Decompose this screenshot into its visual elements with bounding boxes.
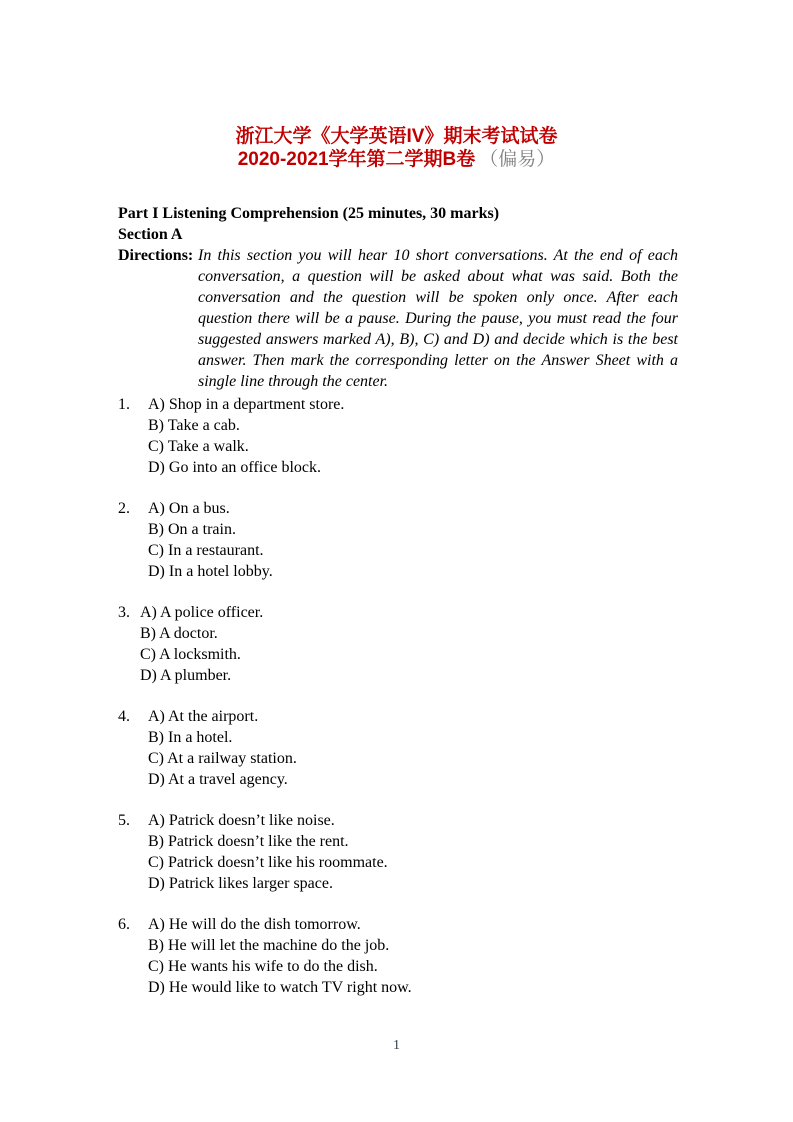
option-c: C) A locksmith. — [140, 646, 241, 663]
option-b: B) A doctor. — [140, 625, 218, 642]
option-c: C) In a restaurant. — [148, 542, 264, 559]
question-options — [148, 394, 678, 478]
question-number: 5. — [118, 812, 130, 829]
option-c: C) At a railway station. — [148, 750, 297, 767]
part1-heading: Part I Listening Comprehension (25 minutes, 30 marks) — [118, 205, 500, 222]
question-number: 2. — [118, 500, 130, 517]
option-c: C) Patrick doesn’t like his roommate. — [148, 854, 388, 871]
question-options — [140, 602, 678, 686]
question-number: 3. — [118, 604, 130, 621]
exam-term-label: 2020-2021学年第二学期B卷 — [237, 149, 476, 170]
option-d: D) Go into an office block. — [148, 459, 321, 476]
option-a: A) At the airport. — [148, 708, 259, 725]
option-a: A) Shop in a department store. — [148, 396, 345, 413]
question-1 — [118, 394, 678, 478]
question-options — [148, 498, 678, 582]
option-d: D) He would like to watch TV right now. — [148, 979, 412, 996]
option-a: A) Patrick doesn’t like noise. — [148, 812, 335, 829]
option-c: C) He wants his wife to do the dish. — [148, 958, 378, 975]
question-5 — [118, 810, 678, 894]
exam-title-line2 — [0, 149, 793, 171]
question-list — [118, 394, 678, 998]
option-b: B) Patrick doesn’t like the rent. — [148, 833, 349, 850]
difficulty-note: （偏易） — [479, 149, 556, 170]
question-number: 6. — [118, 916, 130, 933]
question-options — [148, 914, 678, 998]
question-number: 4. — [118, 708, 130, 725]
option-b: B) Take a cab. — [148, 417, 240, 434]
option-b: B) In a hotel. — [148, 729, 233, 746]
question-number: 1. — [118, 396, 130, 413]
question-6 — [118, 914, 678, 998]
question-3 — [118, 602, 678, 686]
section-a-heading: Section A — [118, 226, 183, 243]
question-4 — [118, 706, 678, 790]
exam-title-block — [0, 126, 793, 171]
option-d: D) A plumber. — [140, 667, 232, 684]
option-c: C) Take a walk. — [148, 438, 249, 455]
option-d: D) Patrick likes larger space. — [148, 875, 333, 892]
question-options — [148, 810, 678, 894]
option-a: A) A police officer. — [140, 604, 264, 621]
question-options — [148, 706, 678, 790]
directions-block — [118, 245, 678, 392]
page-number: 1 — [393, 1038, 400, 1053]
question-2 — [118, 498, 678, 582]
exam-title-line1: 浙江大学《大学英语IV》期末考试试卷 — [235, 126, 558, 147]
option-d: D) In a hotel lobby. — [148, 563, 273, 580]
option-b: B) He will let the machine do the job. — [148, 937, 390, 954]
option-a: A) He will do the dish tomorrow. — [148, 916, 361, 933]
option-d: D) At a travel agency. — [148, 771, 288, 788]
option-a: A) On a bus. — [148, 500, 230, 517]
directions-label: Directions: — [118, 247, 194, 264]
directions-text: In this section you will hear 10 short conversations. At the end of each conversation, a question will be asked about what was said. Both the conversation and the question will be spoken only once. After each question there will be a pause. During the pause, you must read the four suggested answers marked A), B), C) and D) and decide which is the best answer. Then mark the corresponding letter on the Answer Sheet with a single line through the center. — [198, 247, 678, 390]
exam-body — [118, 203, 678, 998]
option-b: B) On a train. — [148, 521, 236, 538]
